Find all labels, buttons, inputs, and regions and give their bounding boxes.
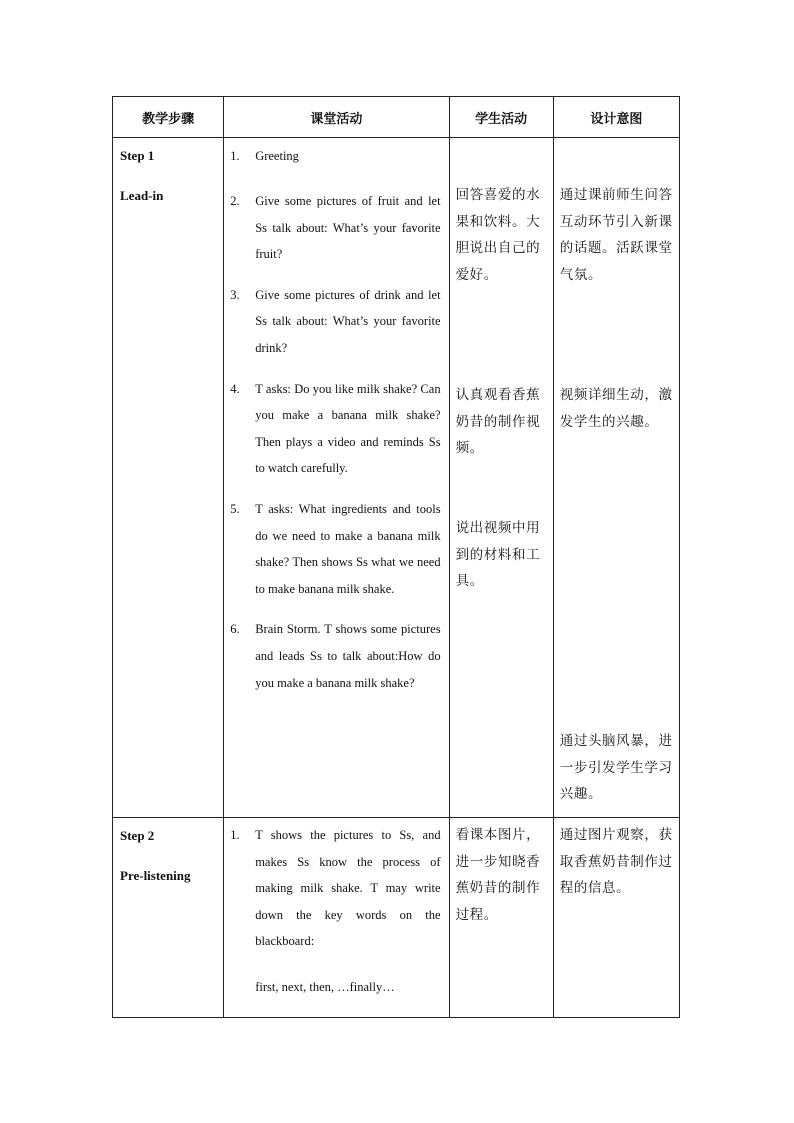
student-text: 回答喜爱的水果和饮料。大胆说出自己的爱好。	[455, 187, 541, 283]
list-item: 6. Brain Storm. T shows some pictures and leads Ss to talk about:How do you make a banana milk shake?	[230, 622, 441, 690]
student-text: 说出视频中用到的材料和工具。	[455, 520, 541, 590]
stage-label: Pre-listening	[120, 868, 191, 883]
header-design-intent: 设计意图	[553, 97, 679, 138]
header-steps: 教学步骤	[113, 97, 224, 138]
header-student-activities: 学生活动	[449, 97, 553, 138]
step-label: Step 1	[120, 148, 155, 163]
student-activities-cell	[449, 138, 553, 818]
student-text: 认真观看香蕉奶昔的制作视频。	[455, 387, 541, 457]
stage-label: Lead-in	[120, 188, 164, 203]
list-item: 1. T shows the pictures to Ss, and makes Ss know the process of making milk shake. T may write down the key words on the blackboard:	[230, 828, 441, 949]
student-text: 看课本图片，进一步知晓香蕉奶昔的制作过程。	[455, 827, 541, 923]
purpose-text: 通过图片观察，获取香蕉奶昔制作过程的信息。	[559, 827, 673, 897]
table-row	[113, 818, 680, 1018]
purpose-text: 视频详细生动，激发学生的兴趣。	[559, 387, 673, 430]
design-intent-cell	[553, 138, 679, 818]
table-row	[113, 138, 680, 818]
key-words: first, next, then, …finally…	[255, 979, 395, 994]
step-cell	[113, 138, 224, 818]
design-intent-cell	[553, 818, 679, 1018]
list-item: 4. T asks: Do you like milk shake? Can you make a banana milk shake? Then plays a video and reminds Ss to watch carefully.	[230, 381, 441, 476]
purpose-text: 通过头脑风暴，进一步引发学生学习兴趣。	[559, 733, 673, 803]
list-item: 3. Give some pictures of drink and let Ss talk about: What’s your favorite drink?	[230, 287, 441, 355]
purpose-text: 通过课前师生问答互动环节引入新课的话题。活跃课堂气氛。	[559, 187, 673, 283]
list-item: 5. T asks: What ingredients and tools do we need to make a banana milk shake? Then shows Ss what we need to make banana milk shake.	[230, 501, 441, 596]
header-row	[113, 97, 680, 138]
activities-cell	[224, 138, 449, 818]
student-activities-cell	[449, 818, 553, 1018]
activities-cell	[224, 818, 449, 1018]
list-item: 2. Give some pictures of fruit and let Ss talk about: What’s your favorite fruit?	[230, 194, 441, 262]
list-item: 1. Greeting	[230, 149, 299, 163]
lesson-plan-table	[112, 96, 680, 1018]
step-label: Step 2	[120, 828, 155, 843]
header-class-activities: 课堂活动	[224, 97, 449, 138]
step-cell	[113, 818, 224, 1018]
